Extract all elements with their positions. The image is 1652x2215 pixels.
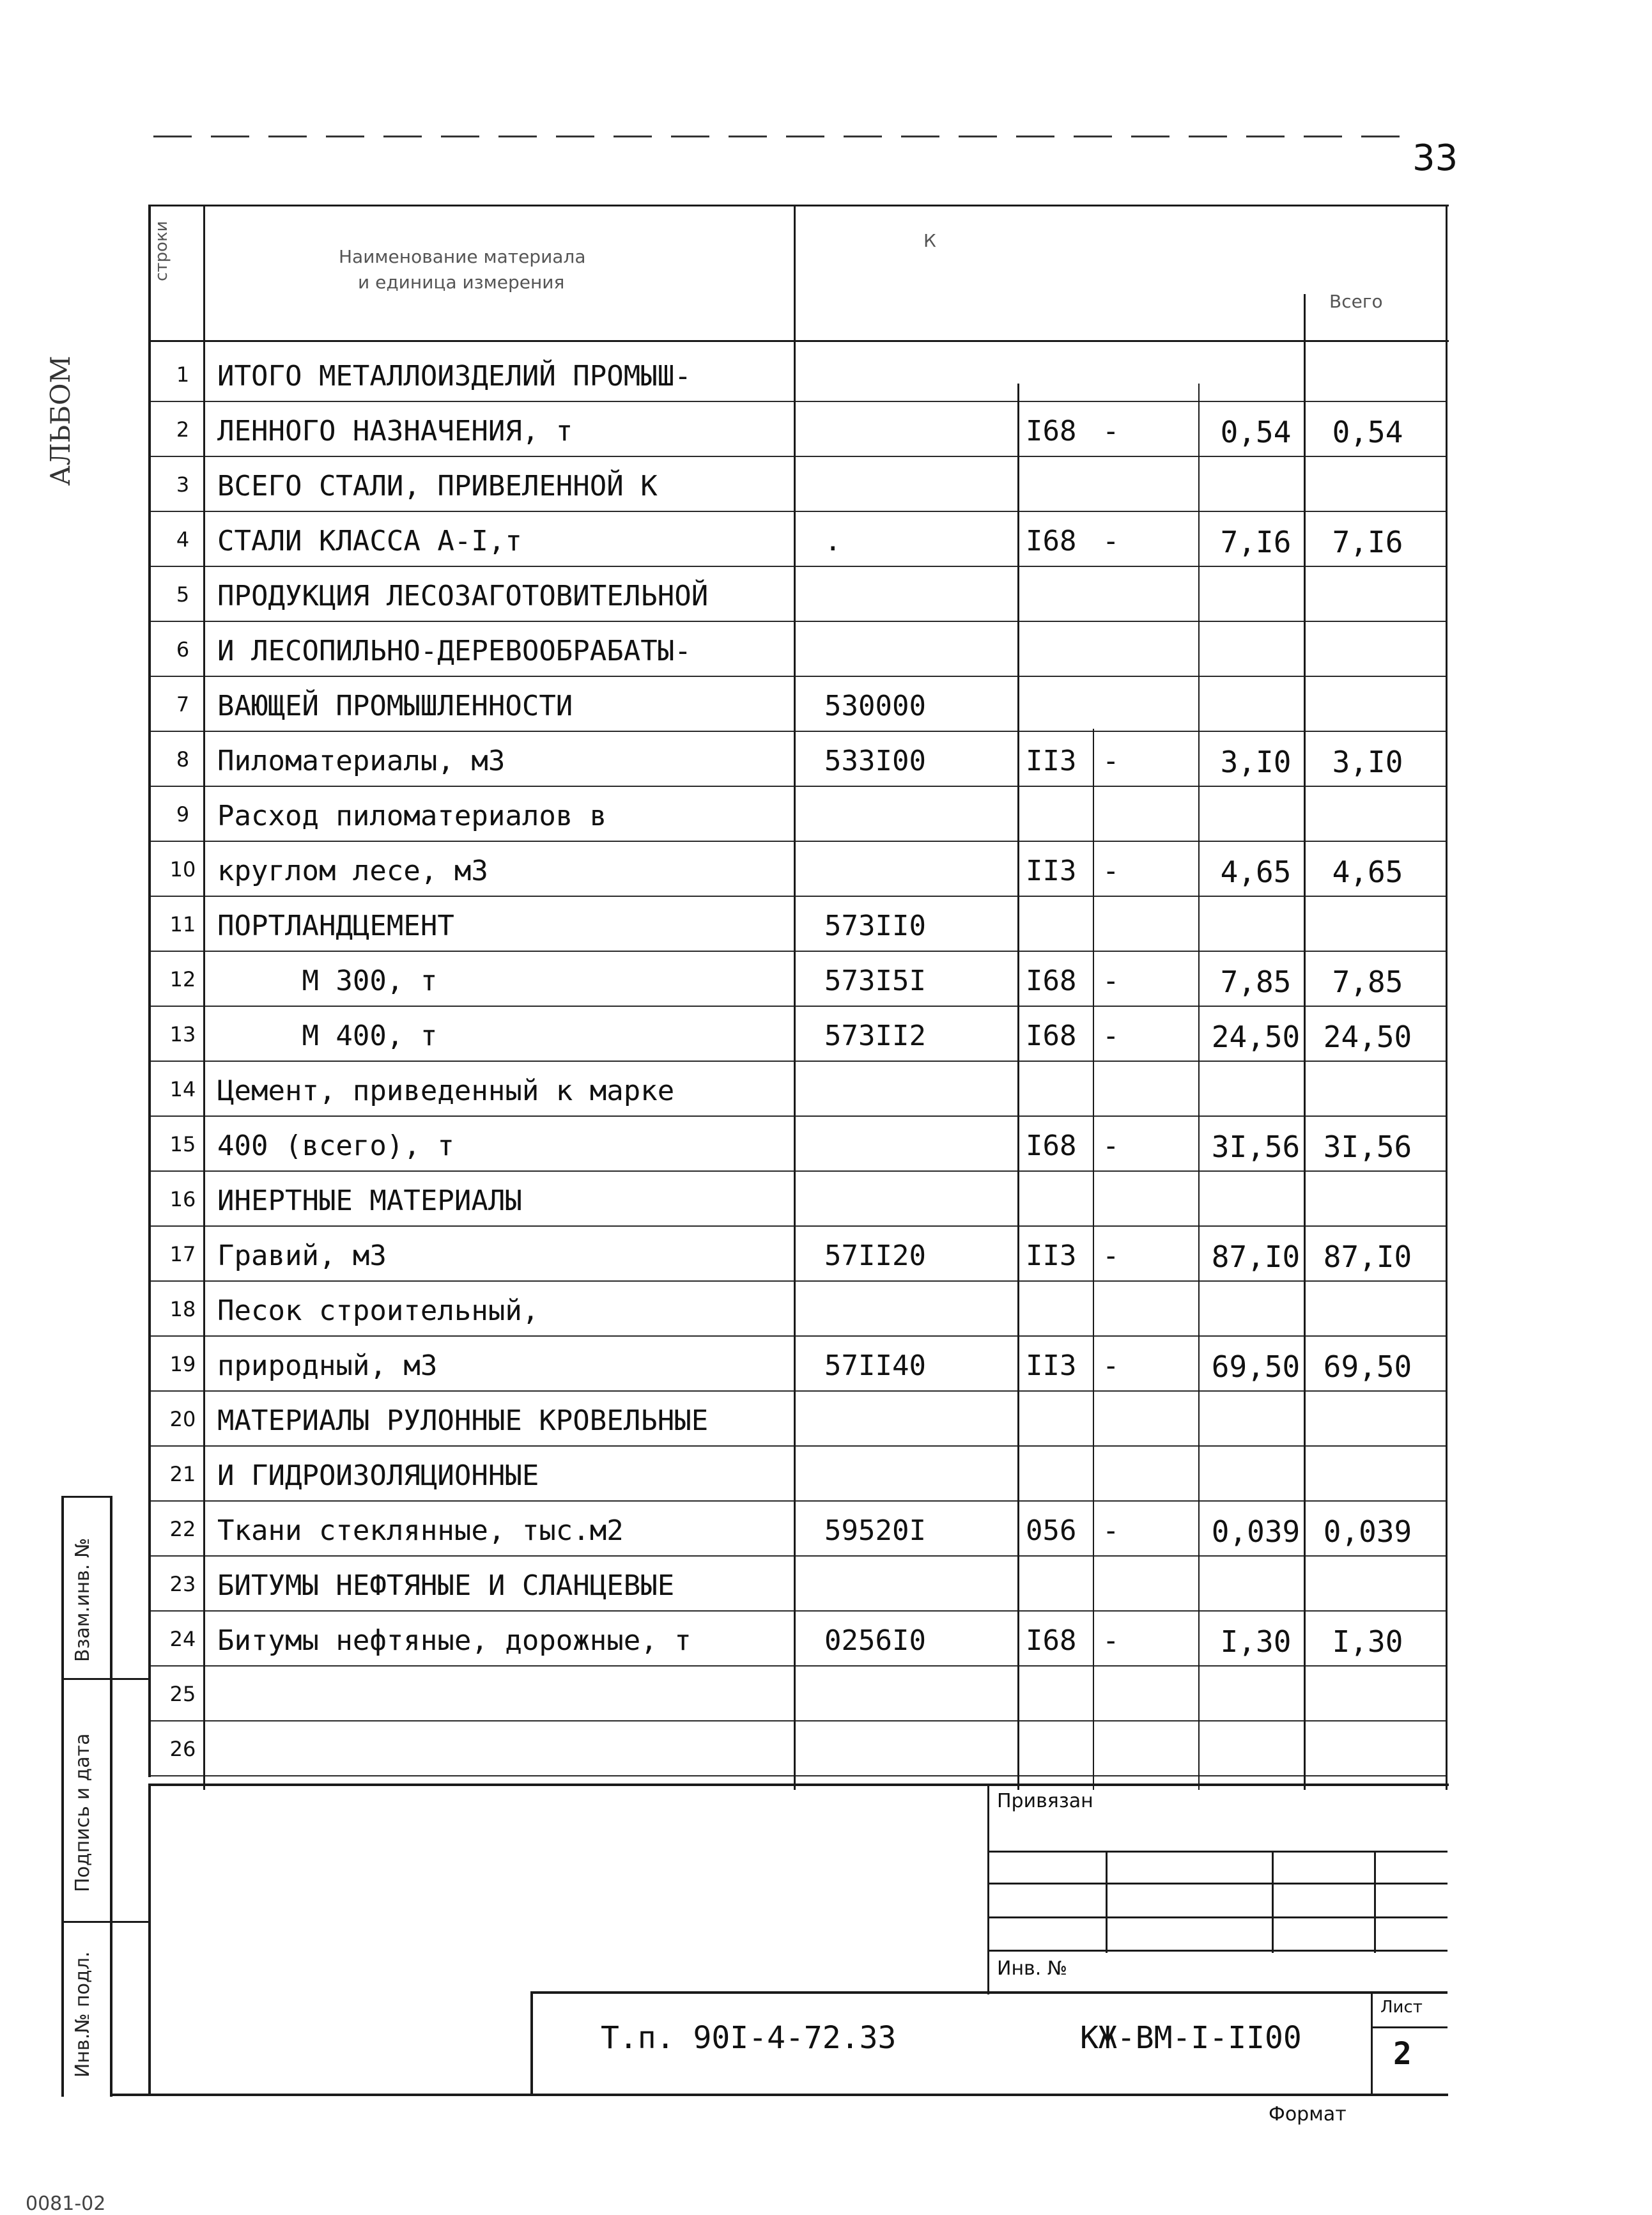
material-name: М 400, т: [217, 1020, 438, 1052]
side-stamp: АЛЬБОМ: [45, 355, 76, 486]
value-2: 3,I0: [1332, 745, 1403, 779]
material-code: .: [824, 525, 842, 557]
row-number: 15: [169, 1132, 196, 1156]
value-2: 0,039: [1323, 1514, 1412, 1549]
doc-block-left: [530, 1991, 533, 2095]
unit-dash: -: [1102, 1130, 1120, 1162]
stamp-top-border: [148, 1784, 1449, 1786]
row-separator: [151, 1170, 1447, 1172]
bottom-fragment: 0081-02: [26, 2193, 106, 2215]
material-name: Пиломатериалы, м3: [217, 745, 506, 777]
value-2: 24,50: [1323, 1020, 1412, 1054]
unit-code: 056: [1026, 1514, 1077, 1547]
unit-dash: -: [1102, 1020, 1120, 1052]
material-name: Расход пиломатериалов в: [217, 800, 607, 832]
page-number: 33: [1412, 137, 1458, 179]
privyazan-vgrid-2: [1272, 1851, 1274, 1953]
value-2: 87,I0: [1323, 1240, 1412, 1274]
material-name: круглом лесе, м3: [217, 855, 488, 887]
material-name: БИТУМЫ НЕФТЯНЫЕ И СЛАНЦЕВЫЕ: [217, 1569, 675, 1602]
unit-dash: -: [1102, 1349, 1120, 1382]
sheet-code: КЖ-ВМ-I-II00: [1080, 2020, 1302, 2056]
unit-dash: -: [1102, 745, 1120, 777]
list-number: 2: [1393, 2036, 1412, 2072]
table-top-border: [148, 205, 1449, 206]
unit-code: I68: [1026, 1020, 1077, 1052]
unit-code: I68: [1026, 415, 1077, 447]
material-name: ЛЕННОГО НАЗНАЧЕНИЯ, т: [217, 415, 573, 447]
row-number: 9: [176, 802, 190, 827]
value-1: 7,85: [1220, 965, 1292, 999]
privyazan-vgrid-3: [1374, 1851, 1376, 1953]
row-separator: [151, 401, 1447, 402]
unit-dash: -: [1102, 415, 1120, 447]
value-2: I,30: [1332, 1624, 1403, 1659]
inv-no-label: Инв. №: [997, 1957, 1068, 1980]
row-separator: [151, 511, 1447, 512]
row-number: 26: [169, 1737, 196, 1761]
row-number: 8: [176, 747, 190, 772]
header-name-line2: и единица измерения: [358, 272, 565, 293]
row-number: 25: [169, 1682, 196, 1706]
value-1: I,30: [1220, 1624, 1292, 1659]
material-name: Песок строительный,: [217, 1294, 539, 1327]
row-number: 6: [176, 637, 190, 662]
right-table-border: [1446, 205, 1447, 1790]
row-number: 4: [176, 527, 190, 552]
material-name: Гравий, м3: [217, 1240, 387, 1272]
row-separator: [151, 1445, 1447, 1447]
code-column-border: [1017, 384, 1019, 1790]
row-number: 20: [169, 1407, 196, 1431]
value-2: 7,I6: [1332, 525, 1403, 559]
doc-block-top: [530, 1991, 1447, 1994]
value-1: 3I,56: [1211, 1130, 1301, 1164]
row-separator: [151, 1335, 1447, 1337]
row-number: 21: [169, 1462, 196, 1486]
value-1: 0,039: [1211, 1514, 1301, 1549]
row-separator: [151, 951, 1447, 952]
doc-code: Т.п. 90I-4-72.33: [601, 2020, 897, 2056]
podpis-data-label: Подпись и дата: [72, 1733, 94, 1892]
value-2: 7,85: [1332, 965, 1403, 999]
material-name: ПРОДУКЦИЯ ЛЕСОЗАГОТОВИТЕЛЬНОЙ: [217, 580, 709, 612]
unit-dash: -: [1102, 1624, 1120, 1657]
material-code: 57II20: [824, 1240, 926, 1272]
dash-column-border: [1198, 384, 1200, 1790]
unit-code: I68: [1026, 525, 1077, 557]
row-separator: [151, 456, 1447, 457]
unit-dash: -: [1102, 855, 1120, 887]
unit-dash: -: [1102, 525, 1120, 557]
row-number: 16: [169, 1187, 196, 1211]
material-name: ИНЕРТНЫЕ МАТЕРИАЛЫ: [217, 1185, 522, 1217]
unit-code: I68: [1026, 1130, 1077, 1162]
margin-sep-2: [61, 1921, 151, 1923]
stamp-bottom-border: [112, 2094, 1448, 2096]
row-separator: [151, 1500, 1447, 1502]
material-name: ИТОГО МЕТАЛЛОИЗДЕЛИЙ ПРОМЫШ-: [217, 360, 691, 392]
privyazan-grid-3: [987, 1916, 1447, 1918]
header-name-line1: Наименование материала: [339, 246, 586, 267]
material-name: природный, м3: [217, 1349, 438, 1382]
material-name: СТАЛИ КЛАССА А-I,т: [217, 525, 522, 557]
row-number: 1: [176, 362, 190, 387]
value-1: 24,50: [1211, 1020, 1301, 1054]
material-name: ПОРТЛАНДЦЕМЕНТ: [217, 910, 454, 942]
privyazan-grid-4: [987, 1950, 1447, 1952]
margin-top-line: [61, 1496, 112, 1498]
privyazan-left-border: [987, 1784, 989, 1994]
row-separator: [151, 1390, 1447, 1392]
row-number: 2: [176, 417, 190, 442]
value-2: 4,65: [1332, 855, 1403, 889]
row-separator: [151, 1665, 1447, 1667]
material-code: 530000: [824, 690, 926, 722]
row-number: 17: [169, 1242, 196, 1266]
unit-code: II3: [1026, 855, 1077, 887]
value-1: 4,65: [1220, 855, 1292, 889]
row-number: 12: [169, 967, 196, 991]
inv-podl-label: Инв.№ подл.: [72, 1951, 94, 2078]
header-bottom-border: [148, 340, 1449, 342]
material-name: И ГИДРОИЗОЛЯЦИОННЫЕ: [217, 1459, 539, 1492]
material-code: 573I5I: [824, 965, 926, 997]
row-separator: [151, 1775, 1447, 1776]
margin-right-line: [110, 1496, 112, 2097]
header-total-fragment: Всего: [1329, 291, 1383, 312]
row-number: 10: [169, 857, 196, 882]
unit-code: I68: [1026, 1624, 1077, 1657]
row-separator: [151, 1720, 1447, 1721]
row-separator: [151, 1225, 1447, 1227]
row-number: 18: [169, 1297, 196, 1321]
unit-dash: -: [1102, 1514, 1120, 1547]
margin-left-line: [61, 1496, 64, 2097]
row-separator: [151, 731, 1447, 732]
row-number: 13: [169, 1022, 196, 1046]
row-separator: [151, 1061, 1447, 1062]
value-2: 69,50: [1323, 1349, 1412, 1384]
row-separator: [151, 621, 1447, 622]
left-table-border: [148, 205, 151, 1777]
row-number: 24: [169, 1627, 196, 1651]
material-name: И ЛЕСОПИЛЬНО-ДЕРЕВООБРАБАТЫ-: [217, 635, 691, 667]
material-name: ВАЮЩЕЙ ПРОМЫШЛЕННОСТИ: [217, 690, 573, 722]
privyazan-grid-2: [987, 1883, 1447, 1885]
material-code: 0256I0: [824, 1624, 926, 1657]
row-separator: [151, 896, 1447, 897]
row-number: 11: [169, 912, 196, 937]
doc-block-list-hline: [1371, 2026, 1447, 2028]
row-separator: [151, 1006, 1447, 1007]
header-code-fragment: К: [923, 230, 936, 251]
material-name: Цемент, приведенный к марке: [217, 1075, 675, 1107]
material-name: МАТЕРИАЛЫ РУЛОННЫЕ КРОВЕЛЬНЫЕ: [217, 1404, 709, 1437]
unit-column-border: [1093, 729, 1094, 1790]
material-name: Битумы нефтяные, дорожные, т: [217, 1624, 691, 1657]
value-2: 0,54: [1332, 415, 1403, 449]
material-code: 573II2: [824, 1020, 926, 1052]
value-1: 0,54: [1220, 415, 1292, 449]
privyazan-label: Привязан: [997, 1790, 1093, 1812]
name-column-border: [794, 205, 796, 1790]
unit-code: II3: [1026, 745, 1077, 777]
unit-code: II3: [1026, 1349, 1077, 1382]
header-row-label: строки: [152, 221, 171, 281]
unit-code: I68: [1026, 965, 1077, 997]
material-name: ВСЕГО СТАЛИ, ПРИВЕЛЕННОЙ К: [217, 470, 658, 502]
material-name: М 300, т: [217, 965, 438, 997]
material-code: 573II0: [824, 910, 926, 942]
value-1: 7,I6: [1220, 525, 1292, 559]
row-number: 7: [176, 692, 190, 717]
value-1: 87,I0: [1211, 1240, 1301, 1274]
row-separator: [151, 566, 1447, 567]
row-number: 3: [176, 472, 190, 497]
doc-block-list-sep: [1371, 1991, 1373, 2095]
row-separator: [151, 1555, 1447, 1557]
stamp-left-border: [148, 1784, 151, 2095]
value-1: 69,50: [1211, 1349, 1301, 1384]
privyazan-grid-1: [987, 1851, 1447, 1853]
row-number: 19: [169, 1352, 196, 1376]
unit-dash: -: [1102, 965, 1120, 997]
material-code: 533I00: [824, 745, 926, 777]
row-number: 5: [176, 582, 190, 607]
num-column-border: [203, 205, 205, 1790]
row-number: 22: [169, 1517, 196, 1541]
row-separator: [151, 676, 1447, 677]
value-2: 3I,56: [1323, 1130, 1412, 1164]
row-separator: [151, 1280, 1447, 1282]
list-label: Лист: [1380, 1998, 1423, 2017]
row-separator: [151, 1610, 1447, 1612]
material-name: Ткани стеклянные, тыс.м2: [217, 1514, 624, 1547]
material-name: 400 (всего), т: [217, 1130, 454, 1162]
format-label: Формат: [1269, 2103, 1347, 2126]
value-1: 3,I0: [1220, 745, 1292, 779]
row-number: 23: [169, 1572, 196, 1596]
margin-sep-1: [61, 1678, 151, 1680]
row-separator: [151, 1115, 1447, 1117]
material-code: 59520I: [824, 1514, 926, 1547]
value-column-border: [1304, 294, 1306, 1790]
material-code: 57II40: [824, 1349, 926, 1382]
unit-dash: -: [1102, 1240, 1120, 1272]
unit-code: II3: [1026, 1240, 1077, 1272]
privyazan-vgrid-1: [1106, 1851, 1108, 1953]
row-separator: [151, 841, 1447, 842]
row-number: 14: [169, 1077, 196, 1101]
vzam-inv-label: Взам.инв. №: [72, 1537, 94, 1662]
row-separator: [151, 786, 1447, 787]
